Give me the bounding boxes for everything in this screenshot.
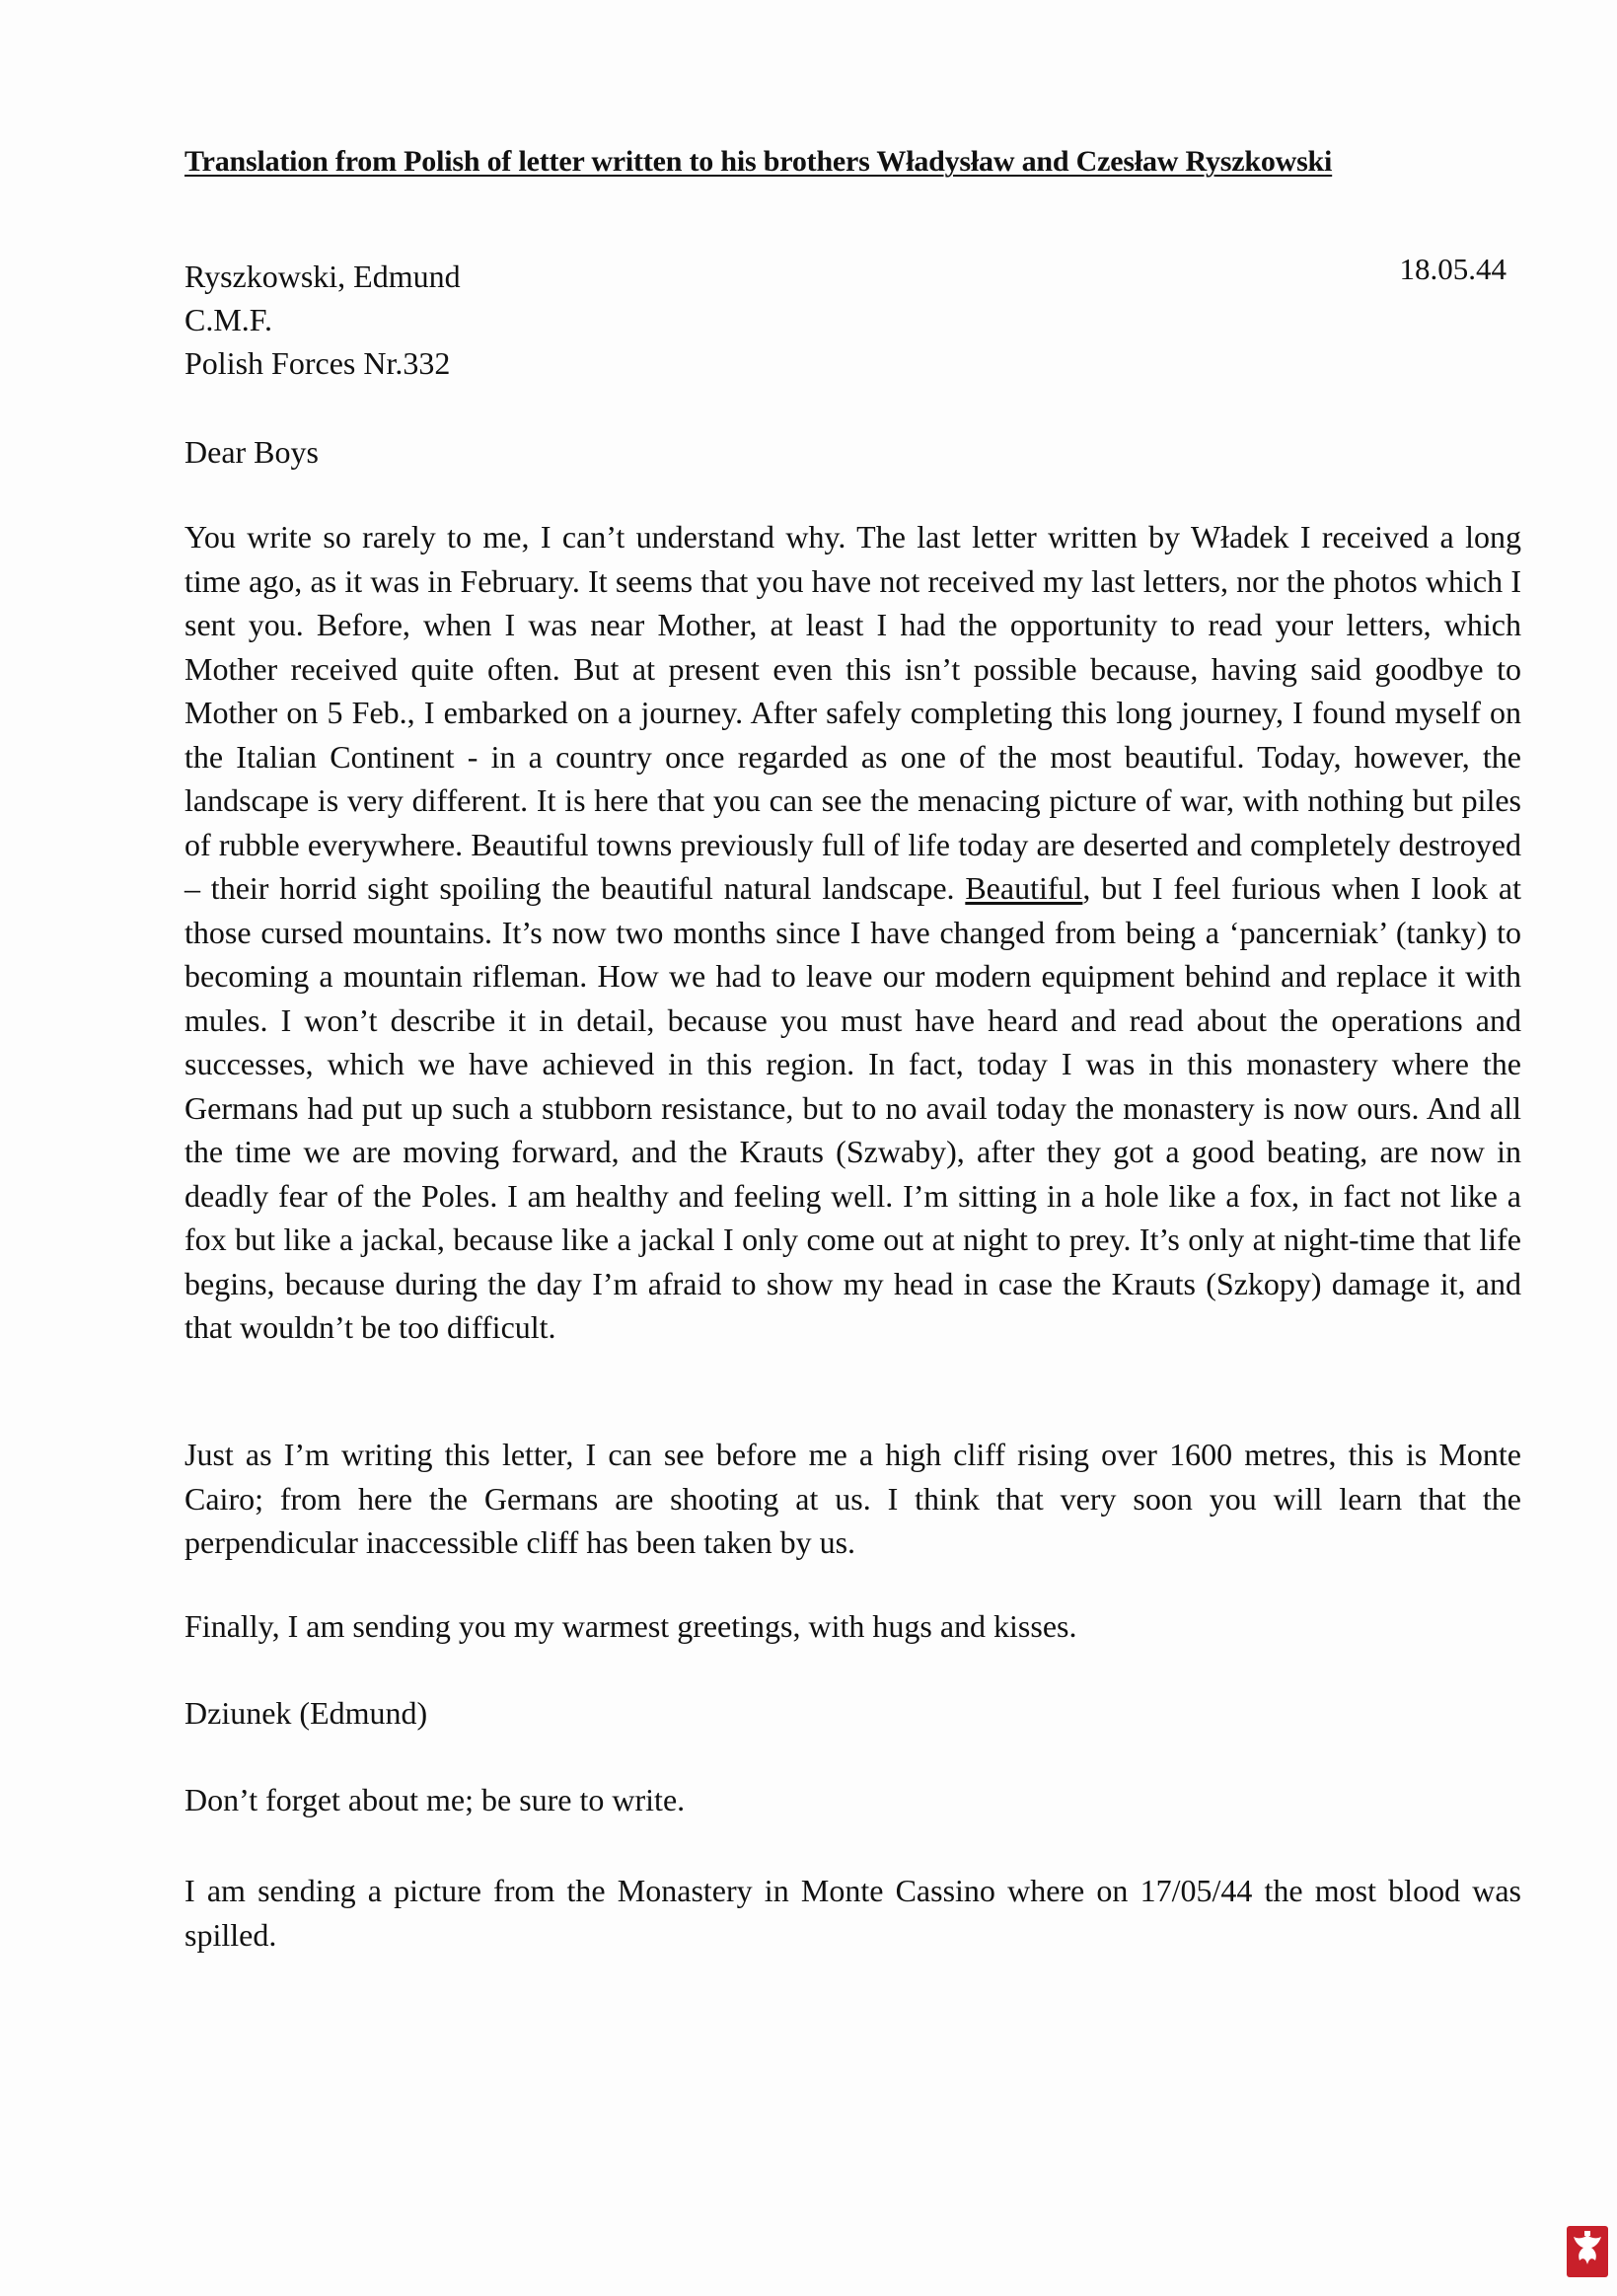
paragraph-2: Just as I’m writing this letter, I can see before me a high cliff rising over 1600 metres, this is Monte Cairo; from here the Germans are shooting at us. I think that very soon you will learn that the perpendicular inaccessible cliff has been taken by us. [184,1437,1521,1560]
signature: Dziunek (Edmund) [184,1695,428,1731]
paragraph-3: Finally, I am sending you my warmest greetings, with hugs and kisses. [184,1608,1077,1644]
letter-date: 18.05.44 [1399,252,1507,286]
document-title: Translation from Polish of letter written to his brothers Władysław and Czesław Ryszkowski [184,145,1333,178]
closing-note: I am sending a picture from the Monastery in Monte Cassino where on 17/05/44 the most blood was spilled. [184,1873,1521,1953]
postscript: Don’t forget about me; be sure to write. [184,1782,686,1817]
eagle-emblem-icon [1566,2225,1609,2278]
sender-forces: Polish Forces Nr.332 [184,345,451,381]
sender-unit: C.M.F. [184,302,273,337]
paragraph-1-text-b: , but I feel furious when I look at those cursed mountains. It’s now two months since I have changed from being a ‘pancerniak’ (tanky) to becoming a mountain rifleman. How we had to leave our modern equipment behind and replace it with mules. I won’t describe it in detail, because you must have heard and read about the operations and successes, which we have achieved in this region. In fact, today I was in this monastery where the Germans had put up such a stubborn resistance, but to no avail today the monastery is now ours. And all the time we are moving forward, and the Krauts (Szwaby), after they got a good beating, are now in deadly fear of the Poles. I am healthy and feeling well. I’m sitting in a hole like a fox, in fact not like a fox but like a jackal, because like a jackal I only come out at night to prey. It’s only at night-time that life begins, because during the day I’m afraid to show my head in case the Krauts (Szkopy) damage it, and that wouldn’t be too difficult. [184,870,1522,1345]
sender-name: Ryszkowski, Edmund [184,259,461,294]
paragraph-1-text-a: You write so rarely to me, I can’t understand why. The last letter written by Władek I received a long time ago, as it was in February. It seems that you have not received my last letters, nor the photos which I sent you. Before, when I was near Mother, at least I had the opportunity to read your letters, which Mother received quite often. But at present even this isn’t possible because, having said goodbye to Mother on 5 Feb., I embarked on a journey. After safely completing this long journey, I found myself on the Italian Continent - in a country once regarded as one of the most beautiful. Today, however, the landscape is very different. It is here that you can see the menacing picture of war, with nothing but piles of rubble everywhere. Beautiful towns previously full of life today are deserted and completely destroyed – their horrid sight spoiling the beautiful natural landscape. [184,519,1521,906]
sender-block [184,255,461,385]
paragraph-1 [184,515,1521,1350]
underlined-word: Beautiful [965,870,1083,906]
salutation: Dear Boys [184,434,319,470]
